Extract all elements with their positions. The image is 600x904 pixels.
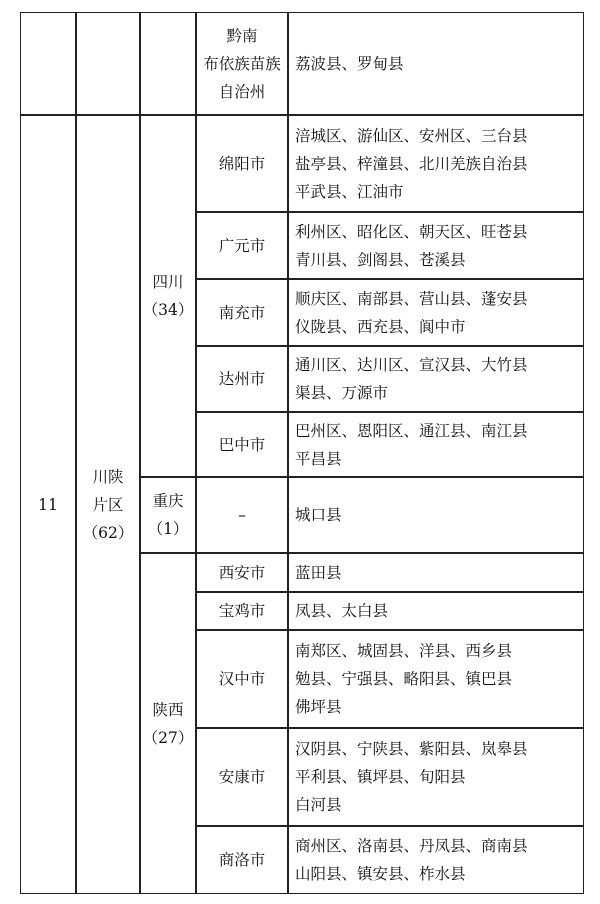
top-city-cell: 黔南 布依族苗族 自治州 (196, 12, 288, 115)
counties-cell (288, 212, 584, 279)
county-line: 汉阴县、宁陕县、紫阳县、岚皋县 (295, 740, 528, 758)
city-cell: 汉中市 (196, 630, 288, 728)
city-cell: 宝鸡市 (196, 592, 288, 630)
city-cell: 绵阳市 (196, 115, 288, 212)
counties-cell (288, 728, 584, 826)
county-line: 城口县 (295, 506, 342, 524)
county-line: 白河县 (295, 796, 342, 814)
county-line: 山阳县、镇安县、柞水县 (295, 865, 466, 883)
top-region-cell (76, 12, 140, 115)
county-line: 青川县、剑阁县、苍溪县 (295, 250, 466, 269)
county-line: 南郑区、城固县、洋县、西乡县 (295, 642, 513, 660)
counties-cell (288, 115, 584, 212)
county-line: 蓝田县 (295, 563, 342, 582)
province-cell-chongqing: 重庆 （1） (140, 477, 196, 553)
top-counties-cell (288, 12, 584, 115)
counties-cell (288, 553, 584, 592)
county-table (20, 12, 584, 894)
city-cell: 安康市 (196, 728, 288, 826)
counties-cell (288, 826, 584, 894)
city-cell: 广元市 (196, 212, 288, 279)
province-cell-shaanxi: 陕西 （27） (140, 553, 196, 894)
county-line: 巴州区、恩阳区、通江县、南江县 (295, 421, 528, 440)
county-line: 涪城区、游仙区、安州区、三台县 (295, 126, 528, 145)
county-line: 平利县、镇坪县、旬阳县 (295, 768, 466, 786)
top-number-cell (20, 12, 76, 115)
counties-cell (288, 592, 584, 630)
county-line: 佛坪县 (295, 698, 342, 716)
county-line: 荔波县、罗甸县 (295, 54, 404, 73)
province-cell-sichuan: 四川 （34） (140, 115, 196, 477)
county-line: 商州区、洛南县、丹凤县、商南县 (295, 837, 528, 855)
county-line: 平昌县 (295, 449, 342, 468)
city-cell: 巴中市 (196, 412, 288, 477)
county-line: 仪陇县、西充县、阆中市 (295, 317, 466, 336)
city-cell: 达州市 (196, 346, 288, 412)
counties-cell (288, 346, 584, 412)
county-line: 利州区、昭化区、朝天区、旺苍县 (295, 222, 528, 241)
city-cell: 西安市 (196, 553, 288, 592)
city-cell: 商洛市 (196, 826, 288, 894)
region-cell: 川陕 片区 （62） (76, 115, 140, 894)
counties-cell (288, 477, 584, 553)
city-cell: – (196, 477, 288, 553)
county-line: 渠县、万源市 (295, 384, 389, 402)
counties-cell (288, 630, 584, 728)
county-line: 凤县、太白县 (295, 602, 389, 620)
city-cell: 南充市 (196, 279, 288, 346)
county-line: 通川区、达川区、宣汉县、大竹县 (295, 356, 528, 374)
counties-cell (288, 279, 584, 346)
county-line: 勉县、宁强县、略阳县、镇巴县 (295, 670, 513, 688)
county-line: 平武县、江油市 (295, 182, 404, 201)
county-line: 盐亭县、梓潼县、北川羌族自治县 (295, 154, 528, 173)
row-number-cell: 11 (20, 115, 76, 894)
county-line: 顺庆区、南部县、营山县、蓬安县 (295, 289, 528, 308)
counties-cell (288, 412, 584, 477)
top-province-cell (140, 12, 196, 115)
